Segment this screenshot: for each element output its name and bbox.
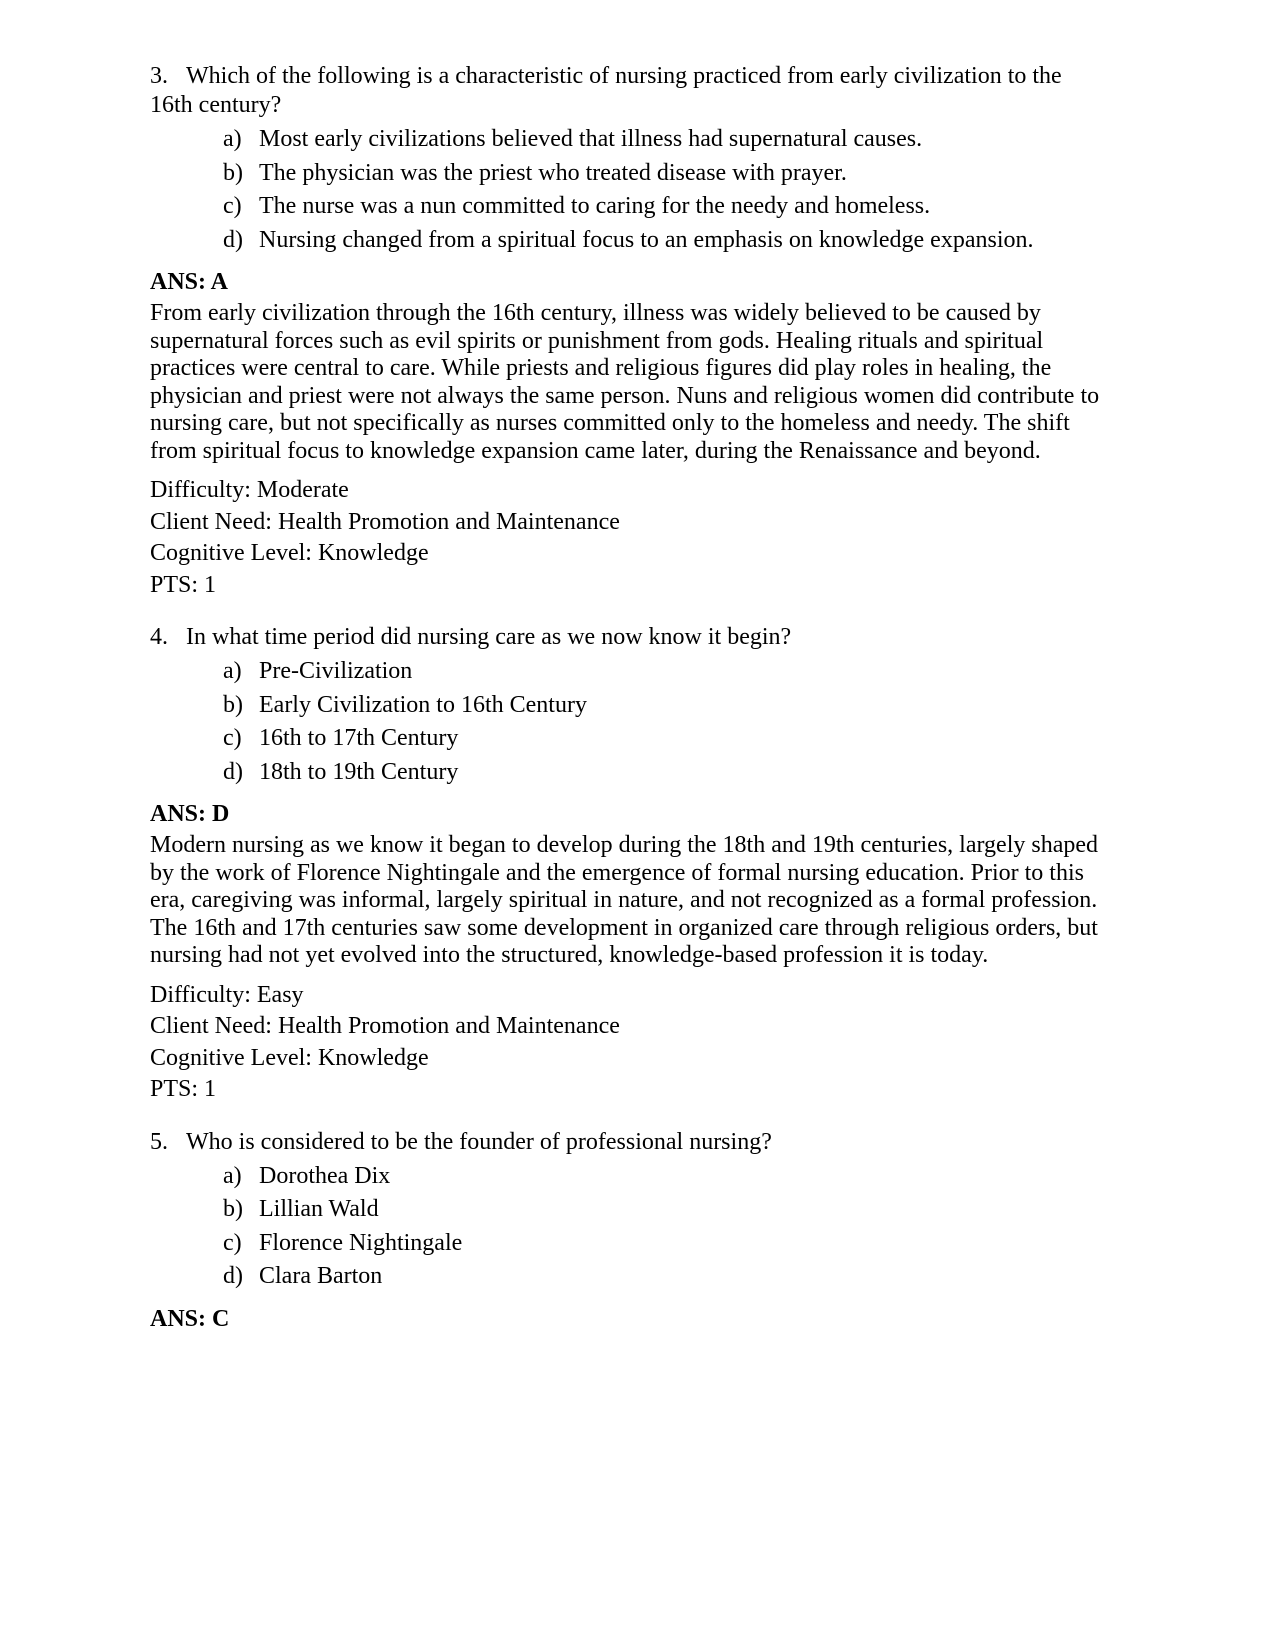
option-d xyxy=(223,1260,1110,1294)
document-page xyxy=(150,62,1110,1337)
option-letter: c) xyxy=(223,725,242,751)
option-letter: b) xyxy=(223,1196,243,1222)
rationale: From early civilization through the 16th century, illness was widely believed to be caused by supernatural forces such as evil spirits or punishment from gods. Healing rituals and spiritual practices were central to care. While priests and religious figures did play roles in healing, the physician and priest were not always the same person. Nuns and religious women did contribute to nursing care, but not specifically as nurses committed only to the homeless and needy. The shift from spiritual focus to knowledge expansion came later, during the Renaissance and beyond. xyxy=(150,300,1100,464)
option-b xyxy=(223,1193,1110,1227)
spacer xyxy=(150,1106,1110,1128)
question-text: Who is considered to be the founder of professional nursing? xyxy=(186,1128,772,1155)
option-text: The nurse was a nun committed to caring for the needy and homeless. xyxy=(259,193,931,219)
option-c xyxy=(223,1227,1110,1261)
option-text: Early Civilization to 16th Century xyxy=(259,691,587,718)
answer-key: ANS: D xyxy=(150,801,230,827)
cognitive-level: Cognitive Level: Knowledge xyxy=(150,540,429,566)
option-b xyxy=(223,689,1110,723)
option-letter: d) xyxy=(223,226,243,253)
difficulty: Difficulty: Moderate xyxy=(150,477,349,503)
option-letter: c) xyxy=(223,193,242,219)
question-5 xyxy=(150,1128,1110,1334)
question-metadata xyxy=(150,980,1110,1106)
answer-options xyxy=(150,1160,1110,1294)
option-letter: a) xyxy=(223,658,242,684)
option-letter: b) xyxy=(223,691,243,718)
option-letter: c) xyxy=(223,1229,242,1256)
option-a xyxy=(223,123,1110,157)
option-b xyxy=(223,157,1110,191)
cognitive-level: Cognitive Level: Knowledge xyxy=(150,1044,429,1071)
option-letter: d) xyxy=(223,1263,243,1289)
question-metadata xyxy=(150,475,1110,601)
question-stem xyxy=(150,623,1110,652)
option-letter: a) xyxy=(223,1162,242,1189)
option-text: Clara Barton xyxy=(259,1263,383,1289)
option-text: Most early civilizations believed that illness had supernatural causes. xyxy=(259,126,923,152)
points: PTS: 1 xyxy=(150,571,217,598)
spacer xyxy=(150,601,1110,623)
question-3 xyxy=(150,62,1110,601)
answer-key: ANS: A xyxy=(150,269,229,295)
question-number: 4. xyxy=(150,624,168,650)
option-text: Lillian Wald xyxy=(259,1196,379,1222)
option-a xyxy=(223,1160,1110,1194)
answer-key: ANS: C xyxy=(150,1305,230,1332)
answer-options xyxy=(150,123,1110,257)
question-text: In what time period did nursing care as we now know it begin? xyxy=(186,624,792,650)
option-text: Nursing changed from a spiritual focus to an emphasis on knowledge expansion. xyxy=(259,226,1034,253)
question-stem xyxy=(150,62,1110,120)
client-need: Client Need: Health Promotion and Maintenance xyxy=(150,508,620,535)
points: PTS: 1 xyxy=(150,1076,217,1102)
option-text: The physician was the priest who treated disease with prayer. xyxy=(259,159,847,186)
option-text: Pre-Civilization xyxy=(259,658,413,684)
option-letter: a) xyxy=(223,126,242,152)
option-text: Dorothea Dix xyxy=(259,1162,391,1189)
question-4 xyxy=(150,623,1110,1106)
option-a xyxy=(223,655,1110,689)
difficulty: Difficulty: Easy xyxy=(150,981,304,1008)
option-text: 16th to 17th Century xyxy=(259,725,459,751)
rationale: Modern nursing as we know it began to develop during the 18th and 19th centuries, largely shaped by the work of Florence Nightingale and the emergence of formal nursing education. Prior to this era, caregiving was informal, largely spiritual in nature, and not recognized as a formal profession. The 16th and 17th centuries saw some development in organized care through religious orders, but nursing had not yet evolved into the structured, knowledge-based profession it is today. xyxy=(150,832,1099,968)
question-number: 3. xyxy=(150,63,168,89)
option-c xyxy=(223,722,1110,756)
option-letter: d) xyxy=(223,758,243,785)
option-c xyxy=(223,190,1110,224)
question-text: Which of the following is a characteristic of nursing practiced from early civilization to the 16th century? xyxy=(150,63,1062,118)
option-text: Florence Nightingale xyxy=(259,1229,463,1256)
option-letter: b) xyxy=(223,159,243,186)
question-stem xyxy=(150,1128,1110,1157)
client-need: Client Need: Health Promotion and Maintenance xyxy=(150,1013,620,1039)
option-d xyxy=(223,756,1110,790)
option-d xyxy=(223,224,1110,258)
question-number: 5. xyxy=(150,1128,168,1155)
option-text: 18th to 19th Century xyxy=(259,758,459,785)
answer-options xyxy=(150,655,1110,789)
